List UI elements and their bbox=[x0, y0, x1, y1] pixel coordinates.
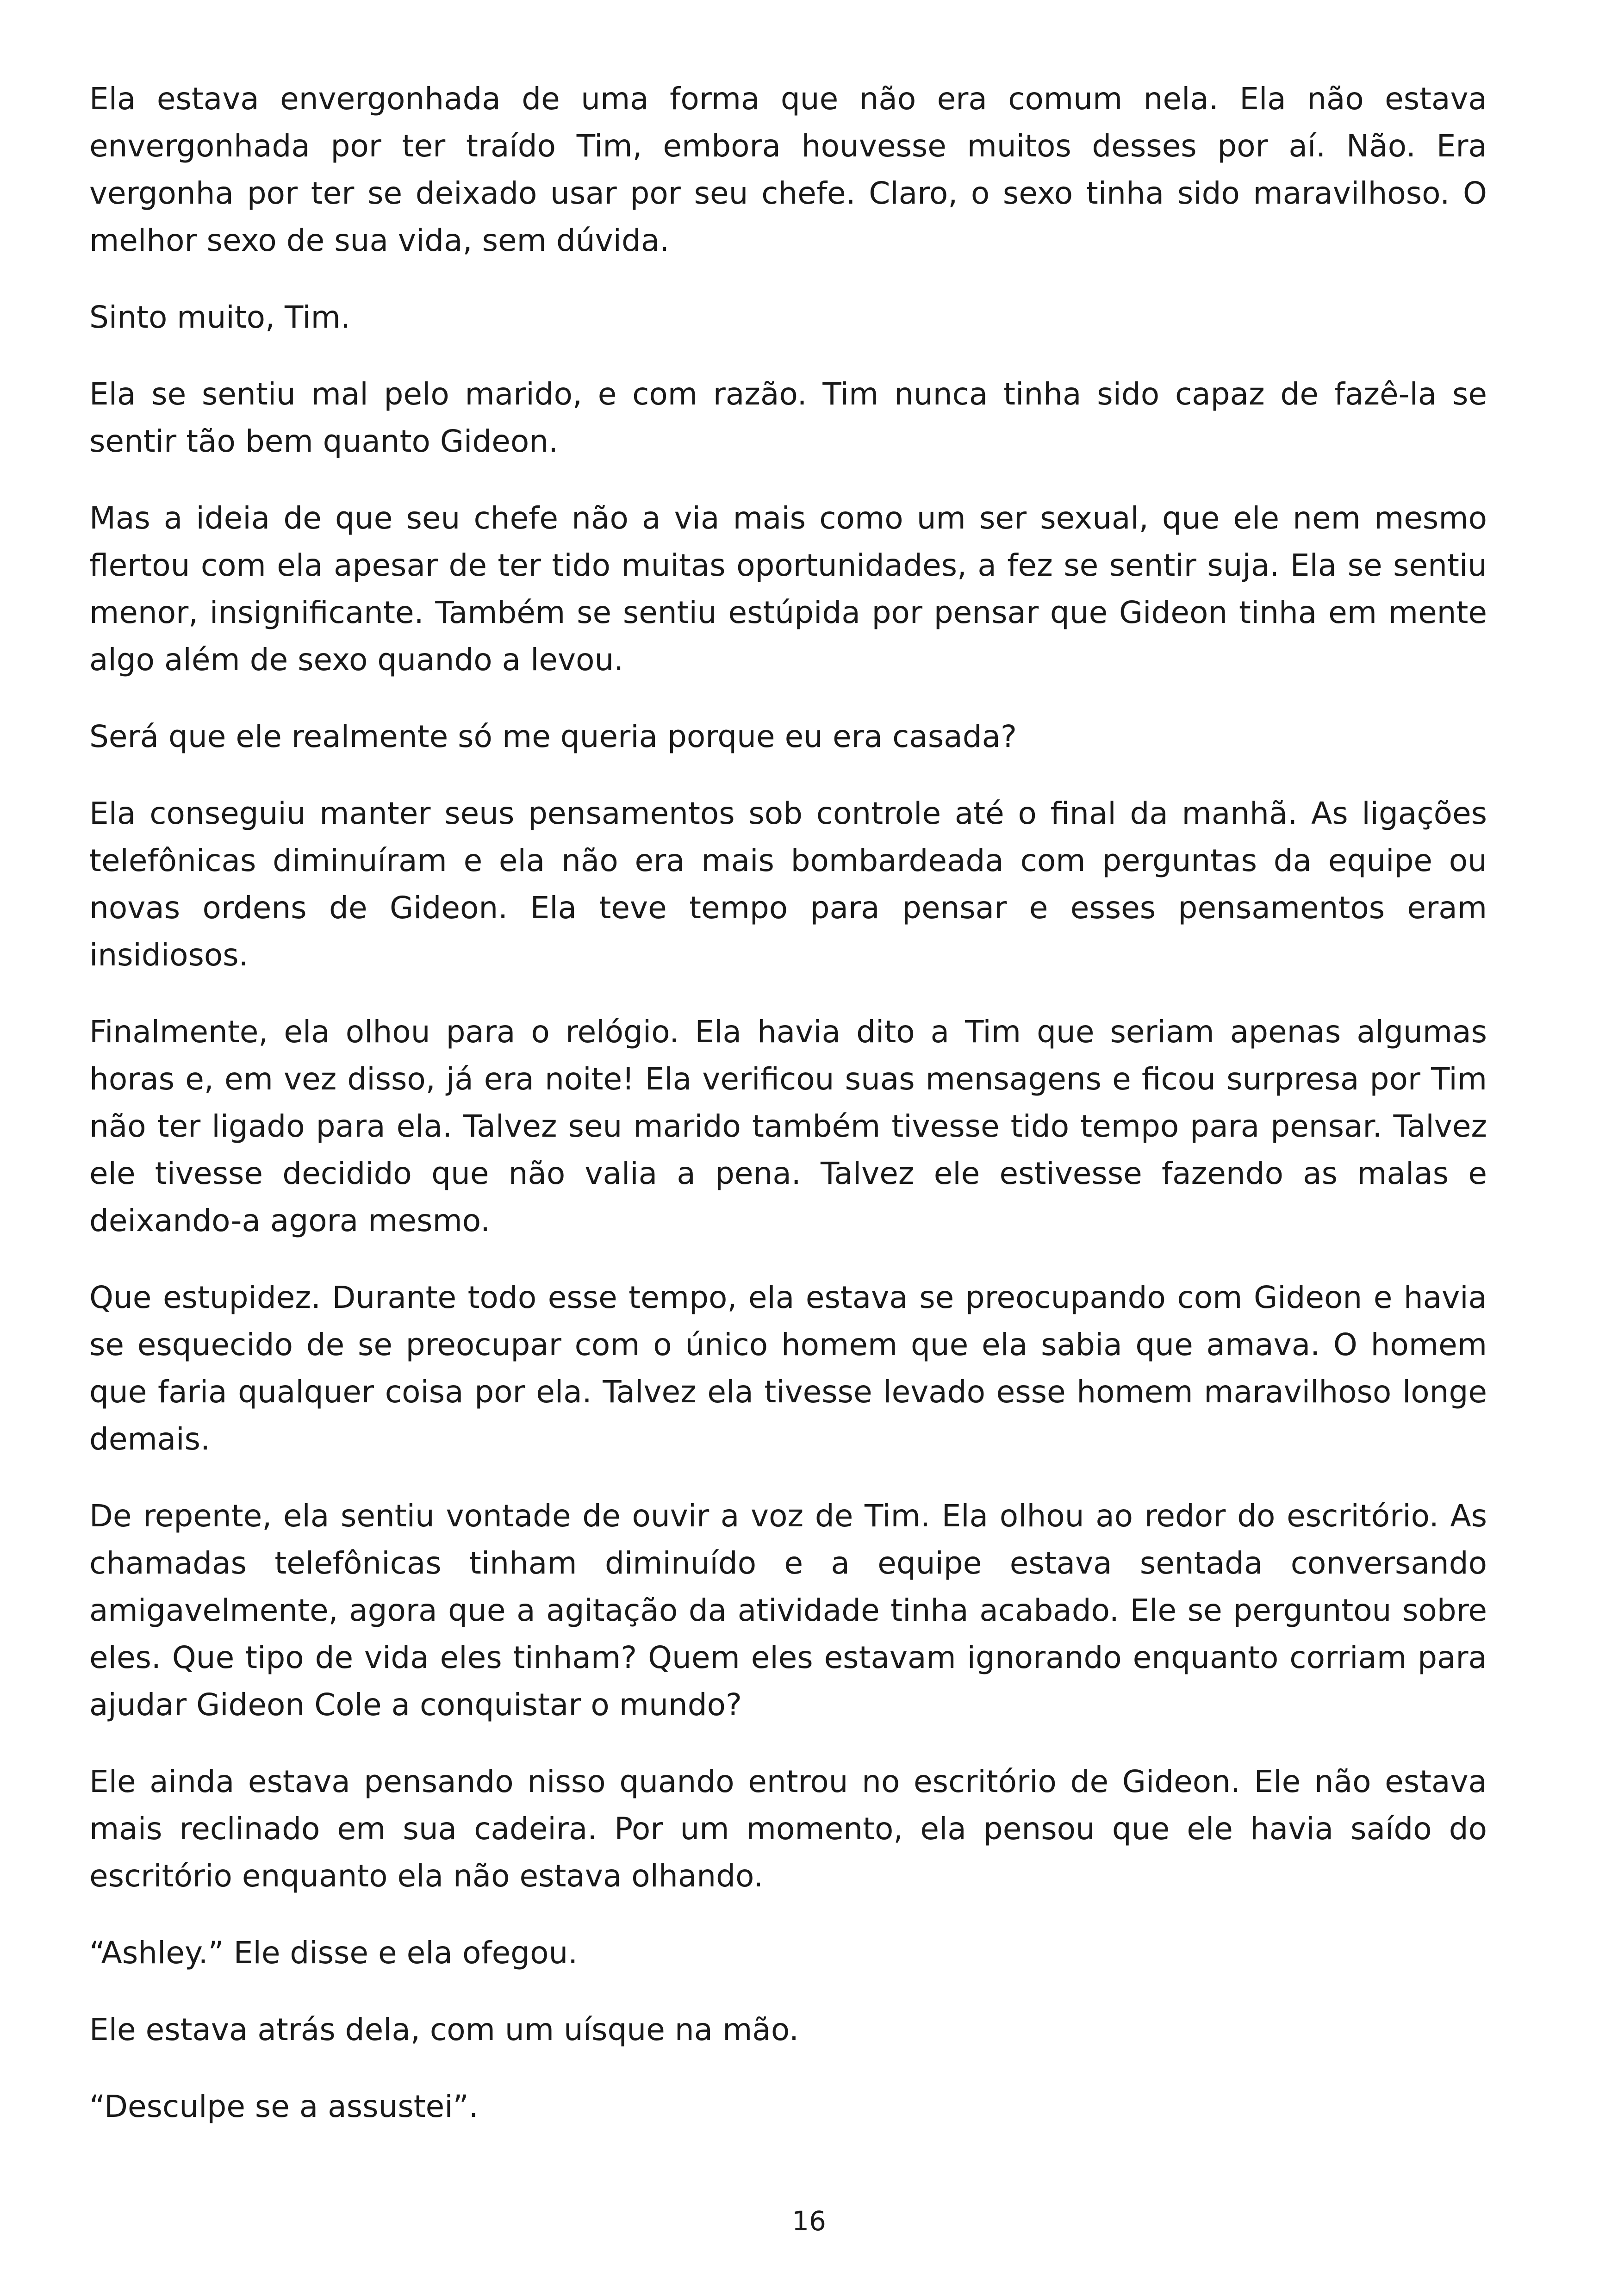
paragraph-3: Ela se sentiu mal pelo marido, e com razão. Tim nunca tinha sido capaz de fazê-la se sentir tão bem quanto Gideon. bbox=[89, 376, 1487, 459]
paragraph-11: “Ashley.” Ele disse e ela ofegou. bbox=[89, 1935, 578, 1971]
paragraph-1: Ela estava envergonhada de uma forma que não era comum nela. Ela não estava envergonhada por ter traído Tim, embora houvesse muitos desses por aí. Não. Era vergonha por ter se deixado usar por seu chefe. Claro, o sexo tinha sido maravilhoso. O melhor sexo de sua vida, sem dúvida. bbox=[89, 81, 1487, 258]
paragraph-7: Finalmente, ela olhou para o relógio. Ela havia dito a Tim que seriam apenas algumas horas e, em vez disso, já era noite! Ela verificou suas mensagens e ficou surpresa por Tim não ter ligado para ela. Talvez seu marido também tivesse tido tempo para pensar. Talvez ele tivesse decidido que não valia a pena. Talvez ele estivesse fazendo as malas e deixando-a agora mesmo. bbox=[89, 1014, 1487, 1238]
paragraph-8: Que estupidez. Durante todo esse tempo, ela estava se preocupando com Gideon e havia se esquecido de se preocupar com o único homem que ela sabia que amava. O homem que faria qualquer coisa por ela. Talvez ela tivesse levado esse homem maravilhoso longe demais. bbox=[89, 1280, 1487, 1457]
paragraph-10: Ele ainda estava pensando nisso quando entrou no escritório de Gideon. Ele não estava mais reclinado em sua cadeira. Por um momento, ela pensou que ele havia saído do escritório enquanto ela não estava olhando. bbox=[89, 1764, 1487, 1894]
paragraph-12: Ele estava atrás dela, com um uísque na mão. bbox=[89, 2012, 799, 2047]
page-body bbox=[89, 75, 1487, 2160]
paragraph-9: De repente, ela sentiu vontade de ouvir a voz de Tim. Ela olhou ao redor do escritório. As chamadas telefônicas tinham diminuído e a equipe estava sentada conversando amigavelmente, agora que a agitação da atividade tinha acabado. Ele se perguntou sobre eles. Que tipo de vida eles tinham? Quem eles estavam ignorando enquanto corriam para ajudar Gideon Cole a conquistar o mundo? bbox=[89, 1498, 1487, 1723]
paragraph-5: Será que ele realmente só me queria porque eu era casada? bbox=[89, 719, 1017, 754]
paragraph-13: “Desculpe se a assustei”. bbox=[89, 2089, 479, 2124]
paragraph-4: Mas a ideia de que seu chefe não a via mais como um ser sexual, que ele nem mesmo flertou com ela apesar de ter tido muitas oportunidades, a fez se sentir suja. Ela se sentiu menor, insignificante. Também se sentiu estúpida por pensar que Gideon tinha em mente algo além de sexo quando a levou. bbox=[89, 500, 1487, 678]
paragraph-2: Sinto muito, Tim. bbox=[89, 299, 350, 335]
paragraph-6: Ela conseguiu manter seus pensamentos sob controle até o final da manhã. As ligações telefônicas diminuíram e ela não era mais bombardeada com perguntas da equipe ou novas ordens de Gideon. Ela teve tempo para pensar e esses pensamentos eram insidiosos. bbox=[89, 796, 1487, 973]
page-number: 16 bbox=[792, 2205, 826, 2237]
